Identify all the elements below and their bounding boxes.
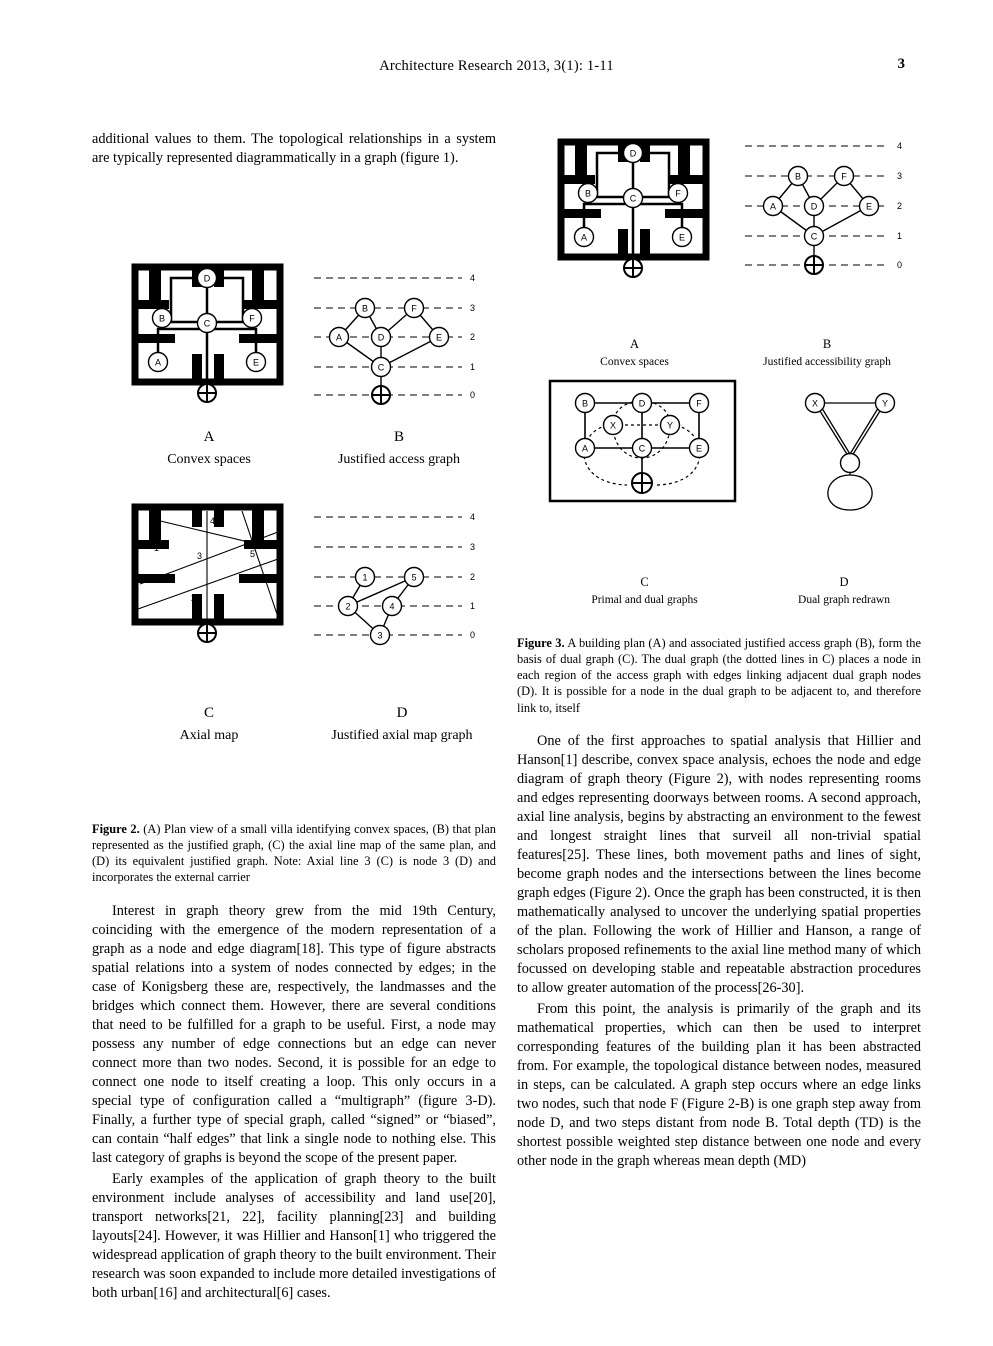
svg-text:1: 1 [154,543,160,553]
svg-text:3: 3 [897,171,903,181]
svg-text:2: 2 [470,332,476,342]
svg-text:Y: Y [881,398,889,409]
figure-2-panel-d-letter: D [396,705,408,721]
svg-text:X: X [609,420,617,431]
figure-2-caption [92,821,496,886]
svg-text:C: C [629,193,637,204]
svg-text:B: B [584,188,592,199]
svg-text:D: D [629,148,637,159]
svg-text:4: 4 [389,601,395,612]
left-paragraph-1-text: Interest in graph theory grew from the mid 19th Century, coinciding with the emergence of the modern representation of a graph as a node and edge diagram[18]. This type of figure abstracts spatial relations into a system of nodes connected by edges; in the case of Konigsberg these are, respectively, the landmasses and the bridges which connect them. However, there are several conditions that need to be fulfilled for a graph to be useful. First, a node may possess any number of edge connections but an edge can never connect more than two nodes. Second, it is possible for an edge to connect one node to itself creating a loop. This only occurs in a special type of configuration called a “multigraph” (figure 3-D). Finally, a further type of special graph, called “signed” or “biased”, can contain “half edges” that link a single node to nothing else. This last category of graphs is beyond the scope of the present paper. [92,902,496,1166]
page-number: 3 [897,56,905,72]
left-paragraph-2 [92,1170,496,1303]
left-column [92,128,496,1303]
svg-text:F: F [249,313,255,324]
right-paragraph-2 [517,1000,921,1171]
svg-text:0: 0 [897,260,903,270]
svg-text:F: F [696,398,702,409]
svg-text:E: E [252,357,260,368]
figure-3-panel-c-label: Primal and dual graphs [591,593,698,606]
left-paragraph-2-text: Early examples of the application of graph theory to the built environment include analyses of accessibility and land use[20], transport networks[21, 22], facility planning[23] and building layouts[24]. However, it was Hillier and Hanson[1] who triggered the widespread application of graph theory to the built environment. Their research was soon expanded to include more detailed investigations of both urban[16] and architectural[6] cases. [92,1170,496,1301]
svg-text:E: E [435,332,443,343]
svg-text:C: C [203,318,211,329]
svg-text:E: E [695,443,703,454]
svg-text:3: 3 [470,542,476,552]
figure-2-caption-number: Figure 2. [92,822,140,836]
figure-3-dual-redrawn-d [806,394,895,511]
svg-text:B: B [581,398,589,409]
figure-2-graph-b [314,273,475,404]
svg-text:5: 5 [250,549,256,559]
svg-text:2: 2 [897,201,903,211]
svg-text:A: A [581,443,589,454]
svg-text:1: 1 [470,362,476,372]
figure-3-panel-d-caption [769,574,919,608]
svg-text:1: 1 [362,572,368,583]
figure-3-panel-b-label: Justified accessibility graph [763,355,891,368]
figure-3-panel-c-letter: C [640,575,649,589]
svg-text:F: F [841,171,847,182]
intro-paragraph: additional values to them. The topological relationships in a system are typically represented diagrammatically in a graph (figure 1). [92,131,496,166]
svg-text:B: B [794,171,802,182]
svg-text:4: 4 [897,141,903,151]
svg-text:X: X [811,398,819,409]
figure-2-caption-text: (A) Plan view of a small villa identifying convex spaces, (B) that plan represented as the justified graph, (C) the axial line map of the same plan, and (D) its equivalent justified graph. Note: Axial line 3 (C) is node 3 (D) and incorporates the external carrier [92,822,496,885]
figure-3-panel-b-letter: B [822,337,832,351]
svg-text:D: D [638,398,646,409]
figure-3-panel-a-caption [572,336,697,370]
svg-text:2: 2 [470,572,476,582]
svg-text:F: F [675,188,681,199]
figure-2-top-svg [92,182,496,427]
right-paragraph-2-text: From this point, the analysis is primarily of the graph and its mathematical properties, which can then be used to interpret corresponding features of the building plan it has been abstracted from. For example, the topological distance between nodes, measured in steps, can be calculated. A graph step occurs where an edge links two nodes, such that node F (Figure 2-B) is one graph step away from node D, and two steps distant from node B. Total depth (TD) is the shortest possible weighted step distance between one node and every other node in the graph whereas mean depth (MD) [517,1000,921,1169]
svg-text:A: A [580,232,588,243]
svg-text:B: B [158,313,166,324]
figure-3-caption-number: Figure 3. [517,636,565,650]
figure-3 [517,128,921,606]
figure-2-panel-b-label: Justified access graph [337,451,461,467]
svg-text:E: E [865,201,873,212]
svg-text:3: 3 [470,303,476,313]
figure-2-panel-d-caption [307,704,497,746]
right-paragraph-1 [517,732,921,998]
left-paragraph-1 [92,902,496,1168]
figure-2-panel-c-caption [144,704,274,746]
figure-3-bottom-svg [517,373,921,573]
figure-3-panel-a-letter: A [629,337,640,351]
svg-text:F: F [411,303,417,314]
svg-text:D: D [203,273,211,284]
figure-2-panel-a-caption [144,428,274,470]
svg-text:1: 1 [897,231,903,241]
figure-2-bottom-svg [92,489,496,711]
svg-text:4: 4 [210,516,216,526]
svg-text:2: 2 [345,601,351,612]
svg-text:0: 0 [470,390,476,400]
svg-text:E: E [678,232,686,243]
figure-2-panel-b-letter: B [393,429,404,445]
figure-2-panel-c-label: Axial map [179,727,239,743]
figure-3-caption [517,635,921,716]
svg-text:B: B [361,303,369,314]
figure-2-panel-d-label: Justified axial map graph [331,727,473,743]
figure-2-axial-map-c [135,507,280,642]
svg-text:4: 4 [470,273,476,283]
svg-text:D: D [377,332,385,343]
svg-text:C: C [377,362,385,373]
figure-2-panel-c-letter: C [203,705,214,721]
svg-text:3: 3 [197,551,203,561]
svg-text:C: C [638,443,646,454]
figure-3-caption-text: A building plan (A) and associated justified access graph (B), form the basis of dual graph (C). The dual graph (the dotted lines in C) places a node in each region of the access graph with edges linking adjacent dual graph nodes (D). It is possible for a node in the dual graph to be adjacent to, and therefore link to, itself [517,636,921,715]
figure-2-panel-a-letter: A [203,429,215,445]
svg-text:3: 3 [377,630,383,641]
figure-3-panel-d-letter: D [839,575,849,589]
figure-3-plan-a [561,142,706,277]
svg-text:2: 2 [191,593,197,603]
svg-text:5: 5 [411,572,417,583]
right-paragraph-1-text: One of the first approaches to spatial analysis that Hillier and Hanson[1] describe, convex space analysis, echoes the node and edge diagram of graph theory (Figure 2), with nodes representing rooms and edges representing doorways between rooms. A second approach, axial line analysis, begins by abstracting an environment to the fewest and longest straight lines that surveil all non-trivial spatial features[25]. These lines, both movement paths and lines of sight, become graph nodes and the intersections between the lines become graph edges (Figure 2). Once the graph has been constructed, it is then mathematically analysed to uncover the underlying spatial properties of the plan. Following the work of Hillier and Hanson, a range of scholars proposed refinements to the axial line method many of which focussed on developing stable and repeatable abstraction procedures to allow greater automation of the process[26-30]. [517,732,921,996]
right-column [517,128,921,1171]
figure-3-panel-a-label: Convex spaces [600,355,669,368]
figure-3-panel-b-caption [747,336,907,370]
figure-3-primal-dual-c [550,381,735,501]
svg-text:A: A [154,357,162,368]
figure-3-panel-d-label: Dual graph redrawn [798,593,890,606]
svg-text:1: 1 [470,601,476,611]
svg-text:A: A [769,201,777,212]
figure-2 [92,182,496,743]
figure-2-panel-b-caption [314,428,484,470]
svg-text:A: A [335,332,343,343]
svg-text:C: C [810,231,818,242]
figure-3-graph-b [745,141,902,274]
svg-text:D: D [810,201,818,212]
figure-2-panel-a-label: Convex spaces [167,451,251,467]
running-head: Architecture Research 2013, 3(1): 1-11 [379,58,614,74]
svg-text:0: 0 [470,630,476,640]
figure-2-plan-a [135,267,280,402]
svg-text:4: 4 [470,512,476,522]
figure-2-graph-d [314,512,475,645]
figure-3-top-svg [517,128,921,333]
svg-text:Y: Y [666,420,674,431]
figure-3-panel-c-caption [577,574,712,608]
